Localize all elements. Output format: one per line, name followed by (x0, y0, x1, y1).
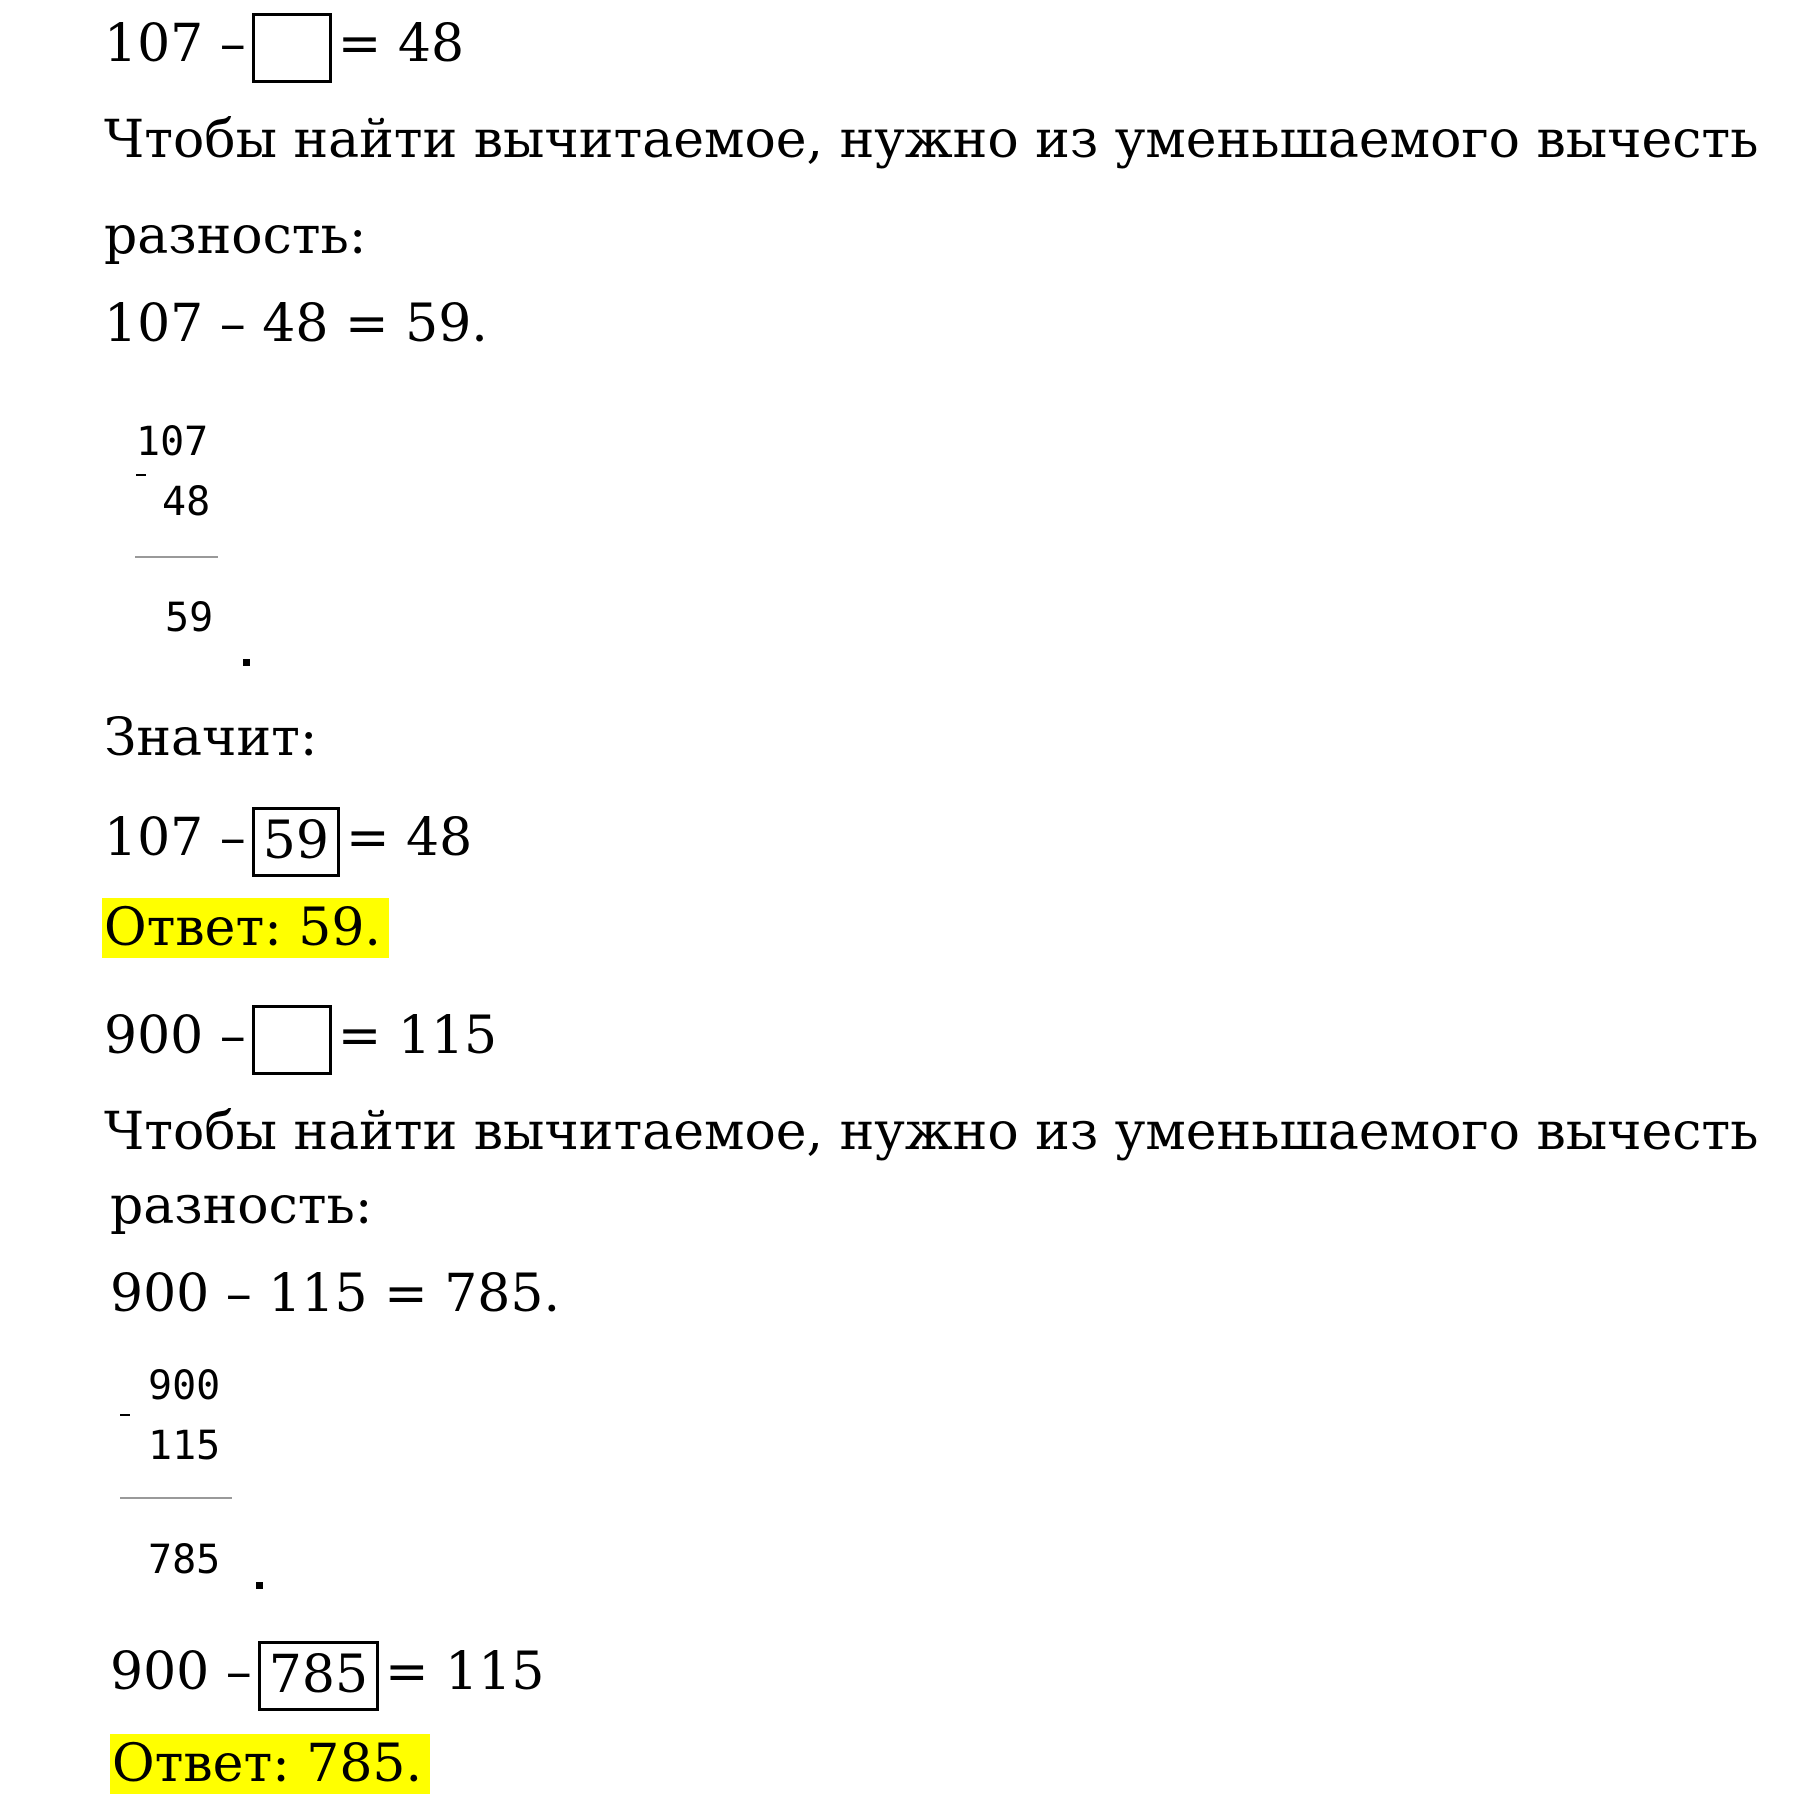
task1-column-rule (135, 556, 218, 558)
task1-final-right: = 48 (345, 808, 473, 868)
task2-column-result: 785 (148, 1537, 221, 1583)
task2-rule-line1: Чтобы найти вычитаемое, нужно из уменьшаемого вычесть (104, 1102, 1759, 1162)
task1-column-result: 59 (165, 595, 214, 641)
task1-equation (104, 12, 464, 83)
task1-therefore: Значит: (104, 708, 318, 768)
task2-eq-left: 900 – (104, 1006, 246, 1066)
task1-eq-right: = 48 (337, 14, 465, 74)
task1-column-minus (136, 474, 146, 476)
task1-eq-left: 107 – (104, 14, 246, 74)
task1-final-equation (104, 806, 472, 877)
task2-rule-line2: разность: (110, 1176, 373, 1236)
task2-final-left: 900 – (110, 1642, 252, 1702)
task2-column-bottom: 115 (148, 1423, 221, 1469)
task1-rule-line1: Чтобы найти вычитаемое, нужно из уменьшаемого вычесть (104, 110, 1759, 170)
task2-answer: Ответ: 785. (110, 1734, 430, 1794)
task2-answer-line (110, 1732, 430, 1796)
task2-eq-right: = 115 (337, 1006, 498, 1066)
task1-column-dot (243, 659, 250, 666)
task1-answer-line (102, 896, 389, 960)
task1-final-left: 107 – (104, 808, 246, 868)
task2-final-right: = 115 (385, 1642, 545, 1702)
task1-answer-box: 59 (252, 807, 340, 877)
task2-calculation: 900 – 115 = 785. (110, 1264, 560, 1324)
task2-column-minus (120, 1414, 130, 1416)
task1-rule-line2: разность: (104, 206, 367, 266)
task2-final-equation (110, 1640, 544, 1711)
task2-equation (104, 1004, 497, 1075)
task2-empty-box (252, 1005, 332, 1075)
task2-answer-box: 785 (258, 1641, 379, 1711)
task1-column-bottom: 48 (162, 479, 211, 525)
task1-column-top: 107 (136, 419, 209, 465)
task2-column-dot (256, 1582, 263, 1589)
task1-calculation: 107 – 48 = 59. (104, 294, 488, 354)
task1-empty-box (252, 13, 332, 83)
task1-answer: Ответ: 59. (102, 898, 389, 958)
task2-column-top: 900 (148, 1363, 221, 1409)
task2-column-rule (120, 1497, 232, 1499)
